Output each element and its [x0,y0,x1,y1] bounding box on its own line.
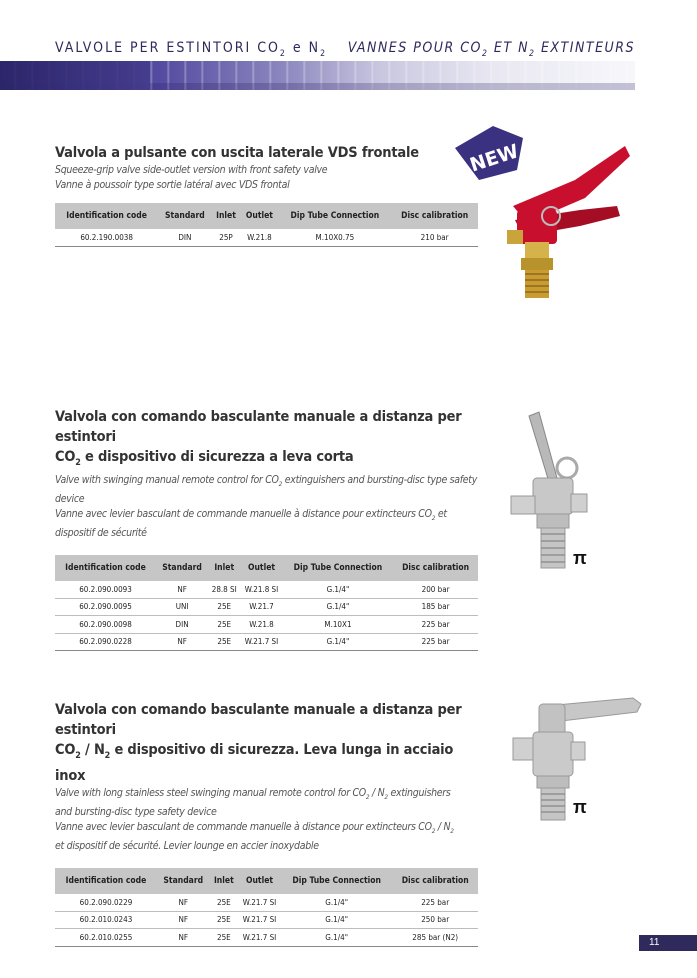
new-badge-text: NEW [467,140,522,177]
table-row: 60.2.090.0095 UNI 25E W.21.7 G.1/4" 185 bar [55,598,478,616]
section-short-lever-valve [55,407,480,651]
page-number: 11 [639,935,697,951]
table-row: 60.2.010.0255 NF 25E W.21.7 SI G.1/4" 285 bar (N2) [55,929,478,947]
spec-table [55,555,478,651]
certification-mark-icon: π [573,548,587,568]
section-long-lever-valve [55,700,480,947]
section-title: Valvola a pulsante con uscita laterale VDS frontale [55,145,419,161]
spec-table [55,203,478,247]
subtitle-en: Squeeze-grip valve side-outlet version with front safety valve [55,164,328,176]
section-title: Valvola con comando basculante manuale a distanza per estintori $CO_2$ e dispositivo di sicurezza a leva corta [55,409,462,468]
spec-table [55,868,478,947]
table-header-row: Identification code Standard Inlet Outlet Dip Tube Connection Disc calibration [55,868,478,894]
section-squeeze-grip-valve [55,143,480,247]
col-standard: Standard [158,203,211,229]
subtitle-en: Valve with swinging manual remote control for $CO_2$ extinguishers and bursting-disc type safety device [55,473,477,505]
table-row: 60.2.090.0228 NF 25E W.21.7 SI G.1/4" 225 bar [55,633,478,651]
header-band-dark [0,61,150,90]
header-right-title: VANNES POUR $CO_2$ ET $N_2$ EXTINTEURS [347,40,635,59]
squeeze-grip-valve-image [455,118,645,308]
col-disc-calibration: Disc calibration [391,203,478,229]
col-dip-tube-connection: Dip Tube Connection [278,203,391,229]
table-row: 60.2.090.0229 NF 25E W.21.7 SI G.1/4" 225 bar [55,894,478,911]
subtitle-en: Valve with long stainless steel swinging manual remote control for $CO_2 / N_2$ extinguishers and bursting-disc type safety device [55,786,451,818]
table-header-row: Identification code Standard Inlet Outlet Dip Tube Connection Disc calibration [55,555,478,581]
table-header-row [55,203,478,229]
header-left-title: VALVOLE PER ESTINTORI $CO_2$ e $N_2$ [55,40,328,59]
certification-mark-icon: π [573,797,587,817]
col-inlet: Inlet [212,203,241,229]
table-row: 60.2.190.0038 DIN 25P W.21.8 M.10X0.75 210 bar [55,229,478,246]
col-outlet: Outlet [240,203,278,229]
table-row: 60.2.010.0243 NF 25E W.21.7 SI G.1/4" 250 bar [55,911,478,929]
subtitle-fr: Vanne à poussoir type sortie latéral avec VDS frontal [55,179,290,191]
table-row: 60.2.090.0098 DIN 25E W.21.8 M.10X1 225 bar [55,616,478,634]
subtitle-fr: Vanne avec levier basculant de commande manuelle à distance pour extincteurs $CO_2$ et dispositif de sécurité [55,507,447,540]
subtitle-fr: Vanne avec levier basculant de commande manuelle à distance pour extincteurs $CO_2 / N_2$ et dispositif de sécurité. Levier lounge en accier inoxydable [55,820,454,853]
table-row: 60.2.090.0093 NF 28.8 SI W.21.8 SI G.1/4" 200 bar [55,581,478,598]
col-identification-code: Identification code [55,203,158,229]
section-title: Valvola con comando basculante manuale a distanza per estintori $CO_2 / N_2$ e dispositivo di sicurezza. Leva lunga in acciaio inox [55,702,462,784]
